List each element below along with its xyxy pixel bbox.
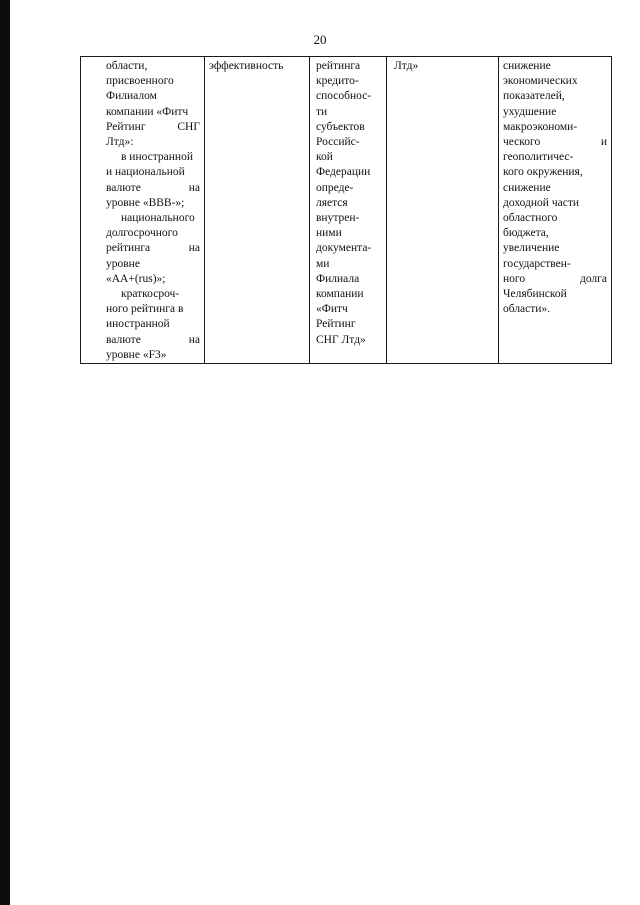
text-line: эффективность: [209, 60, 284, 72]
text-line: документа-: [316, 242, 372, 255]
word: ного: [503, 272, 526, 285]
text-line: государствен-: [503, 257, 571, 270]
document-table: [80, 56, 612, 364]
table-row: [81, 57, 612, 364]
text-line: [106, 120, 200, 135]
text-line: ухудшение: [503, 105, 557, 118]
text-line: «Фитч: [316, 303, 348, 316]
word: Рейтинг: [106, 120, 146, 133]
text-line: компании: [316, 288, 364, 301]
text-line: Лтд»: [394, 60, 419, 72]
text-line: Филиалом: [106, 90, 157, 103]
text-line: и национальной: [106, 166, 185, 179]
table-cell-col4: [387, 57, 499, 364]
text-line: геополитичес-: [503, 151, 574, 164]
col5-text: [499, 57, 611, 317]
text-line: в иностранной: [121, 151, 193, 164]
scan-edge-shadow: [0, 0, 10, 905]
text-line: рейтинга: [316, 60, 361, 72]
text-line: [106, 181, 200, 196]
text-line: Российс-: [316, 136, 360, 149]
table-cell-col3: [310, 57, 387, 364]
text-line: долгосрочного: [106, 227, 178, 240]
word: и: [600, 136, 607, 149]
table-cell-col5: [499, 57, 612, 364]
text-line: внутрен-: [316, 212, 360, 225]
text-line: экономических: [503, 75, 578, 88]
text-line: кой: [316, 151, 333, 164]
text-line: области,: [106, 60, 148, 72]
text-line: областного: [503, 212, 558, 225]
word: на: [188, 333, 200, 346]
text-line: кредито-: [316, 75, 359, 88]
text-line: [503, 272, 607, 287]
text-line: [106, 241, 200, 256]
text-line: ного рейтинга в: [106, 303, 184, 316]
text-line: уровне: [106, 257, 140, 270]
col2-text: [205, 57, 309, 74]
word: валюте: [106, 181, 141, 194]
text-line: краткосроч-: [121, 288, 180, 301]
word: валюте: [106, 333, 141, 346]
word: долга: [579, 272, 607, 285]
text-line: Челябинской: [503, 288, 567, 301]
text-line: иностранной: [106, 318, 170, 331]
text-line: компании «Фитч: [106, 105, 189, 118]
col3-text: [310, 57, 386, 348]
word: ческого: [503, 136, 541, 149]
text-line: ляется: [316, 196, 348, 209]
page-number: 20: [313, 32, 327, 47]
text-line: ними: [316, 227, 342, 240]
text-line: Федерации: [316, 166, 371, 179]
text-line: макроэкономи-: [503, 120, 578, 133]
text-line: доходной части: [503, 196, 580, 209]
text-line: снижение: [503, 181, 551, 194]
text-line: снижение: [503, 60, 551, 72]
text-line: способнос-: [316, 90, 372, 103]
col4-text: [387, 57, 498, 74]
word: рейтинга: [106, 242, 151, 255]
text-line: опреде-: [316, 181, 354, 194]
text-line: СНГ Лтд»: [316, 333, 366, 346]
text-line: субъектов: [316, 120, 365, 133]
text-line: Филиала: [316, 272, 360, 285]
text-line: [106, 333, 200, 348]
text-line: показателей,: [503, 90, 565, 103]
text-line: присвоенного: [106, 75, 174, 88]
text-line: уровне «F3»: [106, 348, 167, 361]
text-line: области».: [503, 303, 551, 316]
text-line: уровне «BBB-»;: [106, 196, 185, 209]
text-line: Рейтинг: [316, 318, 356, 331]
text-line: ми: [316, 257, 330, 270]
word: на: [188, 242, 200, 255]
word: на: [188, 181, 200, 194]
text-line: «AA+(rus)»;: [106, 272, 166, 285]
table-cell-col1: [81, 57, 205, 364]
text-line: ти: [316, 105, 328, 118]
text-line: бюджета,: [503, 227, 549, 240]
text-line: Лтд»:: [106, 136, 134, 149]
text-line: увеличение: [503, 242, 560, 255]
text-line: кого окружения,: [503, 166, 583, 179]
col1-text: [81, 57, 204, 363]
table-cell-col2: [205, 57, 310, 364]
word: СНГ: [177, 120, 200, 133]
text-line: национального: [121, 212, 195, 225]
text-line: [503, 135, 607, 150]
